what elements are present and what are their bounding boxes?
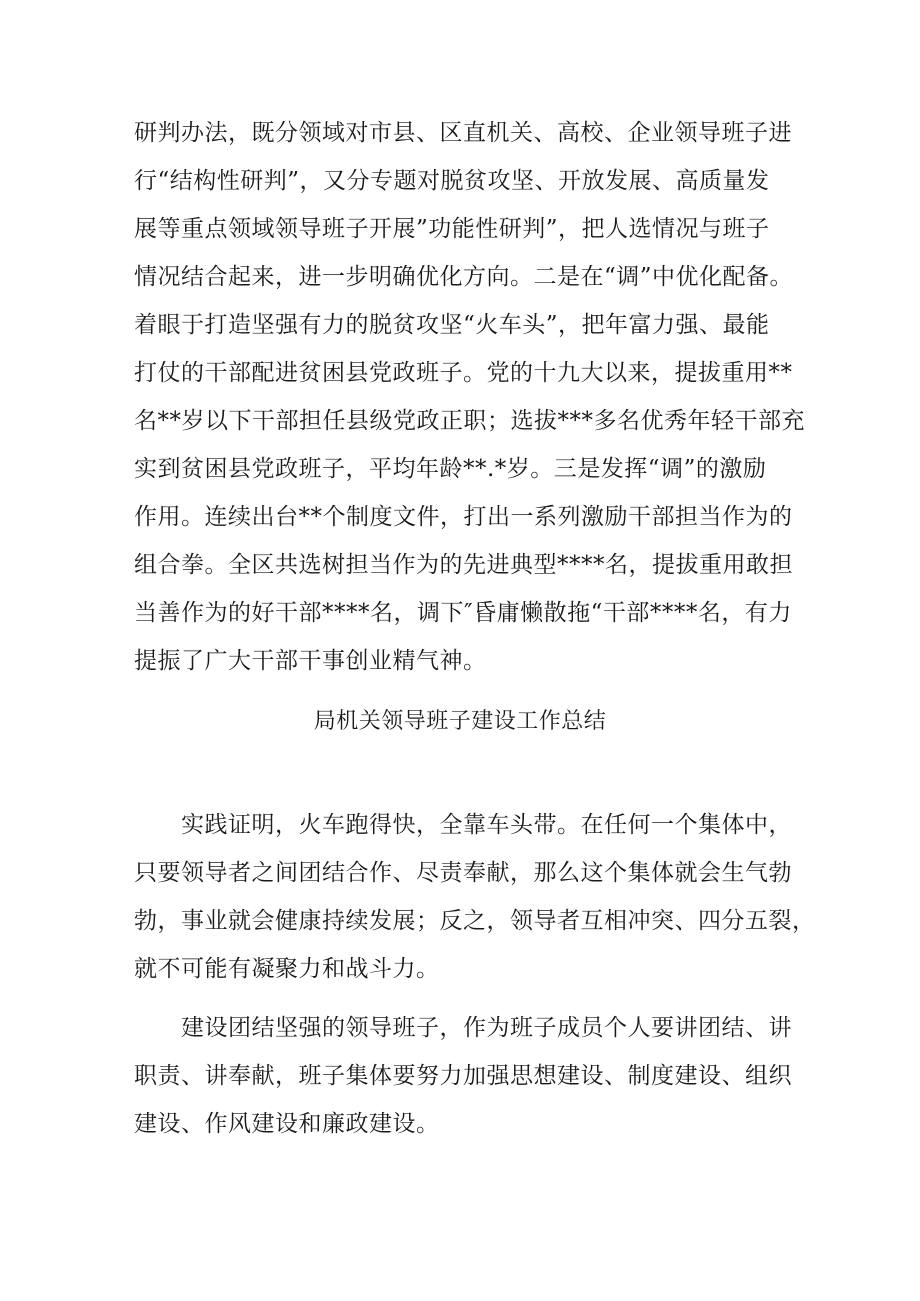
paragraph-line: 职责、讲奉献，班子集体要努力加强思想建设、制度建设、组织 (134, 1063, 792, 1089)
paragraph-line: 展等重点领域领导班子开展”功能性研判”，把人选情况与班子 (134, 216, 770, 242)
paragraph-line: 提振了广大干部干事创业精气神。 (134, 648, 487, 674)
paragraph-line: 建设团结坚强的领导班子，作为班子成员个人要讲团结、讲 (181, 1015, 792, 1041)
paragraph-line: 就不可能有凝聚力和战斗力。 (134, 956, 440, 982)
paragraph-line: 勃，事业就会健康持续发展；反之，领导者互相冲突、四分五裂， (134, 908, 816, 934)
paragraph-line: 着眼于打造坚强有力的脱贫攻坚“火车头”，把年富力强、最能 (134, 312, 770, 338)
paragraph-line: 实到贫困县党政班子，平均年龄**.*岁。三是发挥“调”的激励 (134, 456, 767, 482)
paragraph-line: 研判办法，既分领域对市县、区直机关、高校、企业领导班子进 (134, 120, 792, 146)
paragraph-line: 组合拳。全区共选树担当作为的先进典型****名，提拔重用敢担 (134, 552, 793, 578)
paragraph-line: 名**岁以下干部担任县级党政正职；选拔***多名优秀年轻干部充 (134, 408, 805, 434)
paragraph-line: 情况结合起来，进一步明确优化方向。二是在“调”中优化配备。 (134, 264, 794, 290)
paragraph-line: 打仗的干部配进贫困县党政班子。党的十九大以来，提拔重用** (134, 360, 793, 386)
paragraph-line: 作用。连续出台**个制度文件，打出一系列激励干部担当作为的 (134, 504, 793, 530)
section-title: 局机关领导班子建设工作总结 (313, 709, 607, 734)
paragraph-line: 建设、作风建设和廉政建设。 (134, 1111, 440, 1137)
paragraph-line: 实践证明，火车跑得快，全靠车头带。在任何一个集体中， (181, 812, 792, 838)
paragraph-line: 当善作为的好干部****名，调下″昏庸懒散拖“干部****名，有力 (134, 600, 792, 626)
paragraph-line: 只要领导者之间团结合作、尽责奉献，那么这个集体就会生气勃 (134, 860, 792, 886)
paragraph-line: 行“结构性研判”，又分专题对脱贫攻坚、开放发展、高质量发 (134, 168, 770, 194)
